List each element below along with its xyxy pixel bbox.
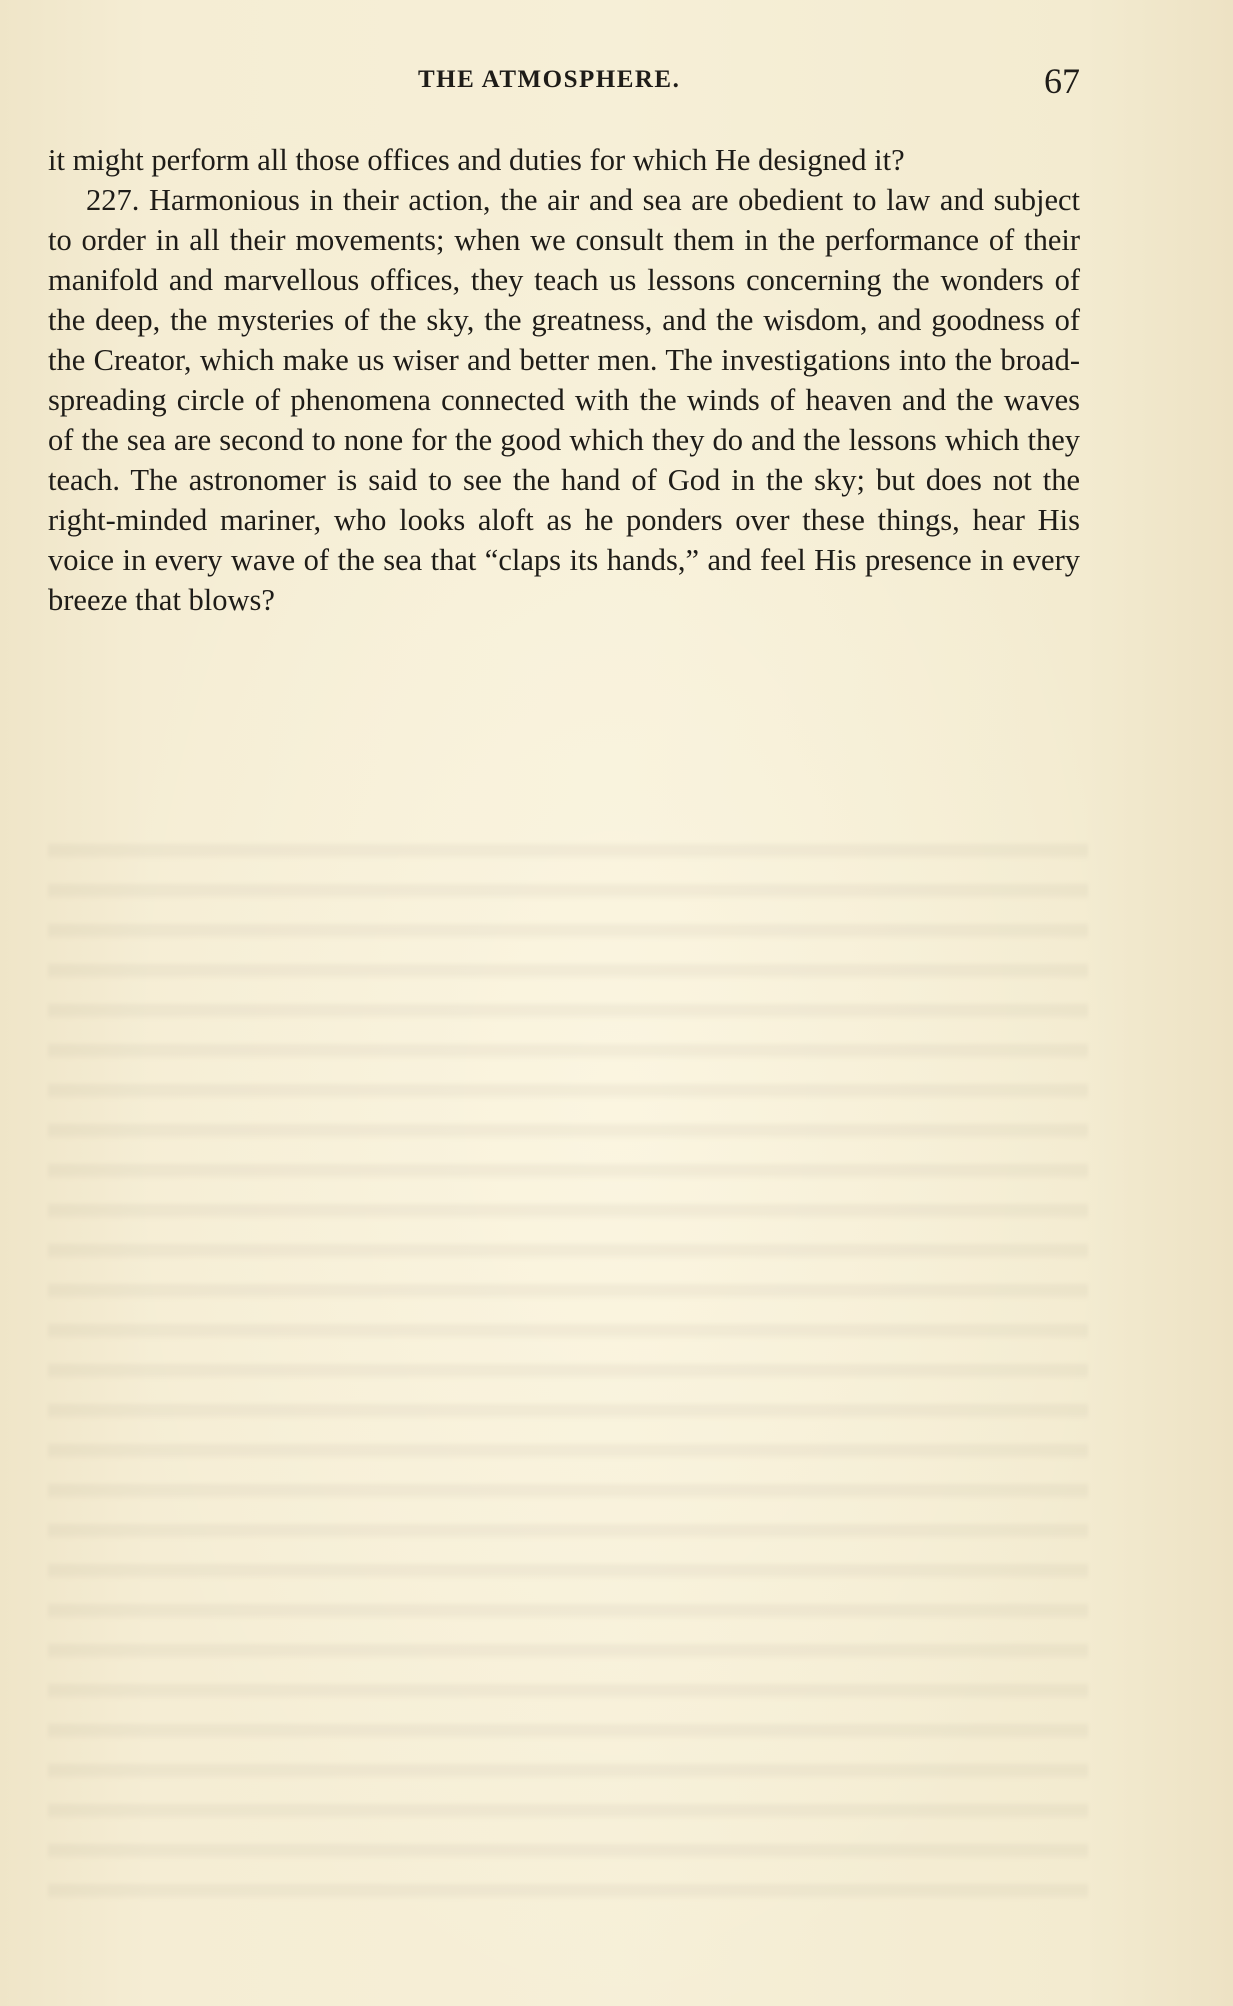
running-head: THE ATMOSPHERE. bbox=[418, 66, 681, 93]
body-text bbox=[48, 140, 1080, 620]
page-header bbox=[48, 60, 1080, 110]
continuation-paragraph: it might perform all those offices and duties for which He designed it? bbox=[48, 143, 905, 177]
bleed-through-texture bbox=[48, 820, 1088, 1900]
page-number: 67 bbox=[1044, 61, 1080, 101]
paragraph-227: 227. Harmonious in their action, the air and sea are obedient to law and subject to order in all their movements; when we consult them in the performance of their manifold and marvellous offices, they teach us lessons concerning the wonders of the deep, the mysteries of the sky, the greatness, and the wisdom, and goodness of the Creator, which make us wiser and better men. The investigations into the broad-spreading circle of phenomena connected with the winds of heaven and the waves of the sea are second to none for the good which they do and the lessons which they teach. The astronomer is said to see the hand of God in the sky; but does not the right-minded mariner, who looks aloft as he ponders over these things, hear His voice in every wave of the sea that “claps its hands,” and feel His presence in every breeze that blows? bbox=[48, 183, 1080, 617]
